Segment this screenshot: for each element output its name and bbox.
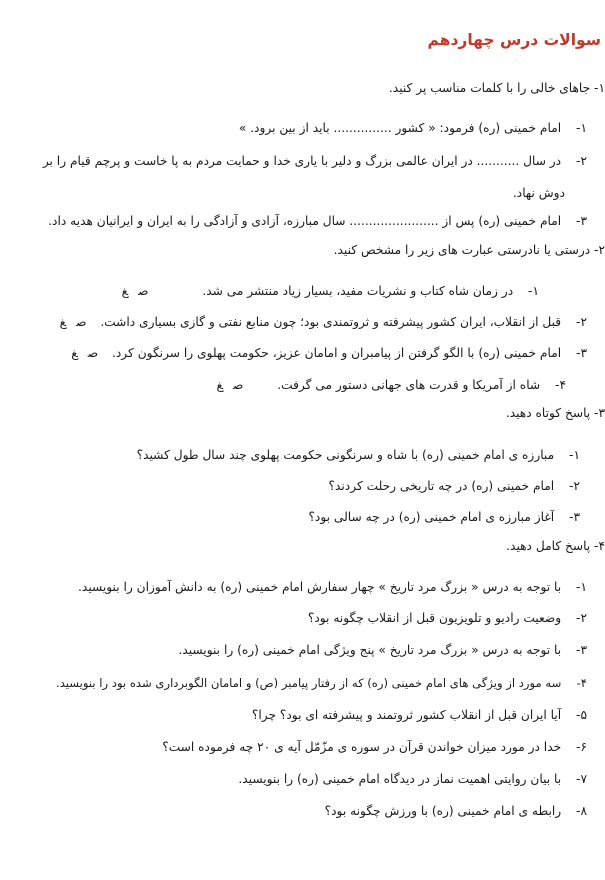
question-number: ۳- — [576, 643, 587, 657]
question-4-1 — [78, 580, 587, 594]
worksheet-title: سوالات درس چهاردهم — [427, 31, 601, 49]
question-4-6 — [162, 740, 587, 754]
question-text: شاه از آمریکا و قدرت های جهانی دستور می گرفت. — [277, 378, 541, 392]
question-4-5 — [252, 708, 587, 722]
question-4-4 — [56, 676, 587, 690]
question-text: قبل از انقلاب، ایران کشور پیشرفته و ثروتمندی بود؛ چون منابع نفتی و گازی بسیاری داشت. — [100, 315, 562, 329]
question-4-3 — [178, 643, 587, 657]
true-false-options — [112, 284, 149, 298]
question-text: خدا در مورد میزان خواندن قرآن در سوره ی مزّمّل آیه ی ۲۰ چه فرموده است؟ — [162, 740, 562, 754]
question-text: در سال ........... در ایران عالمی بزرگ و دلیر با یاری خدا و حمایت مردم به پا خاست و پرچم قیام را بر — [42, 154, 562, 168]
question-number: ۸- — [576, 804, 587, 818]
question-number: ۳- — [569, 510, 580, 524]
question-number: ۶- — [576, 740, 587, 754]
question-text: امام خمینی (ره) با الگو گرفتن از پیامبران و امامان عزیز، حکومت پهلوی را سرنگون کرد. — [112, 346, 562, 360]
section-3-heading: ۳- پاسخ کوتاه دهید. — [505, 406, 605, 420]
question-text: رابطه ی امام خمینی (ره) با ورزش چگونه بود؟ — [324, 804, 562, 818]
question-number: ۱- — [576, 580, 587, 594]
question-text: با بیان روایتی اهمیت نماز در دیدگاه امام خمینی (ره) را بنویسید. — [238, 772, 562, 786]
question-3-1 — [137, 448, 580, 462]
question-text: امام خمینی (ره) فرمود: « کشور ............... باید از بین برود. » — [238, 121, 562, 135]
question-text: آغاز مبارزه ی امام خمینی (ره) در چه سالی بود؟ — [308, 510, 555, 524]
question-1-3 — [48, 214, 587, 228]
question-4-8 — [325, 804, 587, 818]
question-text: وضعیت رادیو و تلویزیون قبل از انقلاب چگونه بود؟ — [307, 611, 562, 625]
question-text: در زمان شاه کتاب و نشریات مفید، بسیار زیاد منتشر می شد. — [202, 284, 514, 298]
question-text: امام خمینی (ره) پس از ....................... سال مبارزه، آزادی و آزادگی را به ایران و ایرانیان هدیه داد. — [48, 214, 562, 228]
question-1-2 — [20, 145, 587, 209]
question-3-2 — [329, 479, 580, 493]
question-number: ۲- — [576, 315, 587, 329]
section-4-heading: ۴- پاسخ کامل دهید. — [506, 539, 605, 553]
question-text: امام خمینی (ره) در چه تاریخی رحلت کردند؟ — [328, 479, 555, 493]
question-2-4 — [207, 378, 566, 392]
false-option: غ — [216, 378, 224, 392]
question-4-2 — [308, 611, 587, 625]
false-option: غ — [59, 315, 67, 329]
false-option: غ — [121, 284, 129, 298]
question-number: ۱- — [576, 121, 587, 135]
question-number: ۲- — [576, 154, 587, 168]
question-number: ۱- — [569, 448, 580, 462]
true-option: ص — [87, 346, 99, 360]
question-number: ۷- — [576, 772, 587, 786]
true-false-options — [61, 346, 98, 360]
question-1-1 — [239, 121, 587, 135]
true-option: ص — [76, 315, 87, 329]
question-text: مبارزه ی امام خمینی (ره) با شاه و سرنگونی حکومت پهلوی چند سال طول کشید؟ — [136, 448, 555, 462]
question-text: آیا ایران قبل از انقلاب کشور ثروتمند و پیشرفته ای بود؟ چرا؟ — [251, 708, 562, 722]
question-number: ۲- — [576, 611, 587, 625]
true-false-options — [50, 315, 87, 329]
question-number: ۴- — [576, 676, 587, 690]
question-3-3 — [308, 510, 580, 524]
question-number: ۳- — [576, 214, 587, 228]
question-text: با توجه به درس « بزرگ مرد تاریخ » پنج ویژگی امام خمینی (ره) را بنویسید. — [178, 643, 562, 657]
question-number: ۴- — [555, 378, 566, 392]
question-2-3 — [61, 346, 587, 360]
question-text: سه مورد از ویژگی های امام خمینی (ره) که از رفتار پیامبر (ص) و امامان الگوبرداری شده بود را بنویسید. — [56, 676, 562, 690]
question-number: ۳- — [576, 346, 587, 360]
true-option: ص — [138, 284, 149, 298]
true-option: ص — [233, 378, 244, 392]
question-number: ۲- — [569, 479, 580, 493]
question-text-continued: دوش نهاد. — [512, 186, 565, 200]
question-number: ۵- — [576, 708, 587, 722]
true-false-options — [207, 378, 244, 392]
question-4-7 — [238, 772, 587, 786]
section-1-heading: ۱- جاهای خالی را با کلمات مناسب پر کنید. — [388, 81, 605, 95]
question-2-2 — [50, 315, 587, 329]
false-option: غ — [71, 346, 78, 360]
question-2-1 — [112, 284, 539, 298]
section-2-heading: ۲- درستی یا نادرستی عبارت های زیر را مشخص کنید. — [333, 243, 605, 257]
question-text: با توجه به درس « بزرگ مرد تاریخ » چهار سفارش امام خمینی (ره) به دانش آموزان را بنویسید. — [78, 580, 562, 594]
question-number: ۱- — [528, 284, 539, 298]
